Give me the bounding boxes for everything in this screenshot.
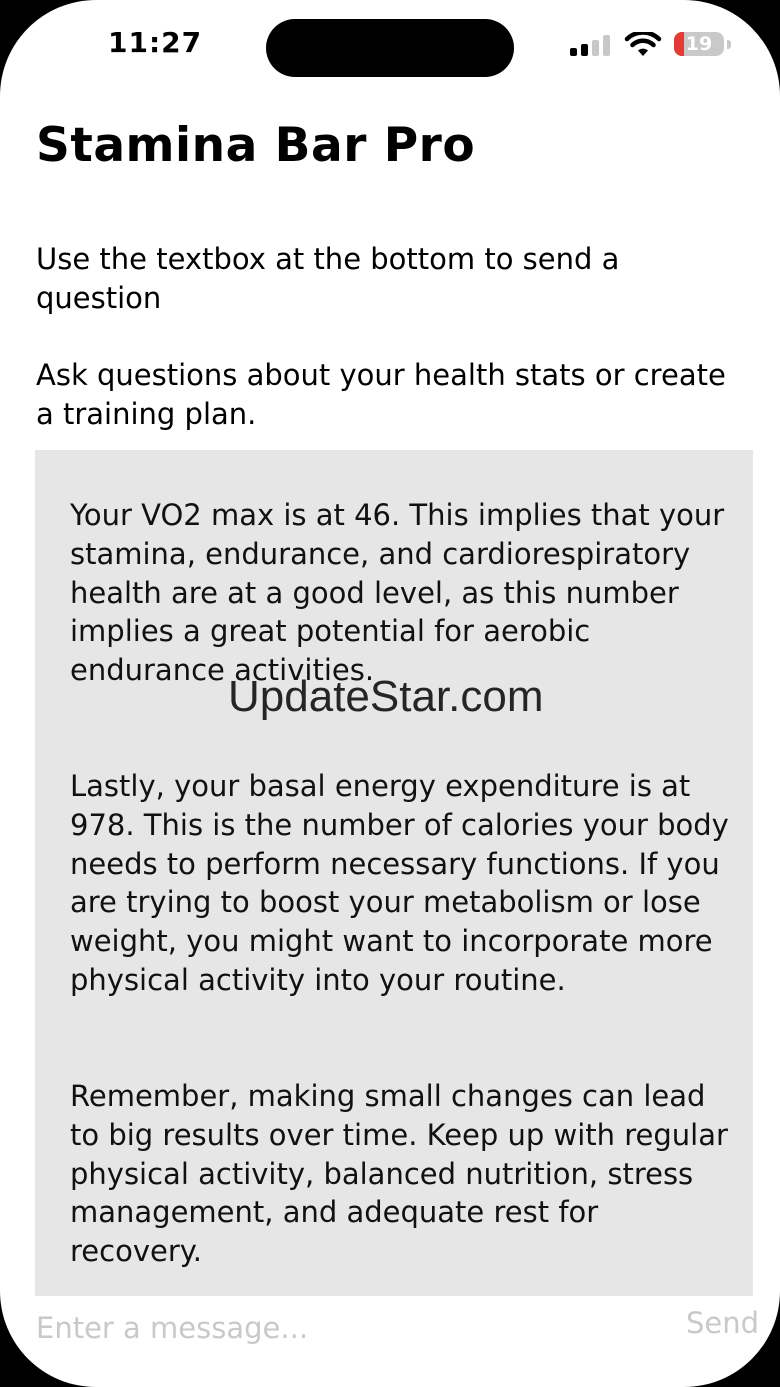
message-composer	[0, 1300, 780, 1360]
battery-icon	[674, 32, 732, 58]
wifi-icon	[624, 32, 662, 58]
description-text: Ask questions about your health stats or create a training plan.	[36, 358, 726, 431]
page-title: Stamina Bar Pro	[36, 118, 476, 173]
dynamic-island	[266, 19, 514, 77]
ai-response-box	[35, 450, 753, 1296]
send-button[interactable]: Send	[686, 1306, 760, 1340]
watermark-text: UpdateStar.com	[228, 672, 544, 721]
message-input[interactable]	[36, 1308, 656, 1348]
response-paragraph-basal-energy: Lastly, your basal energy expenditure is at 978. This is the number of calories your body needs to perform necessary functions. If you are trying to boost your metabolism or lose weight, you might want to incorporate more physical activity into your routine.	[70, 769, 729, 997]
response-paragraph-summary: Remember, making small changes can lead to big results over time. Keep up with regular physical activity, balanced nutrition, stress management, and adequate rest for recovery.	[70, 1079, 728, 1269]
response-paragraph-vo2: Your VO2 max is at 46. This implies that your stamina, endurance, and cardiorespiratory health are at a good level, as this number implies a great potential for aerobic endurance activities.	[70, 498, 725, 688]
status-time: 11:27	[108, 26, 203, 59]
battery-percentage: 19	[685, 33, 713, 55]
cellular-signal-icon	[570, 34, 614, 56]
instruction-text: Use the textbox at the bottom to send a question	[36, 242, 620, 315]
